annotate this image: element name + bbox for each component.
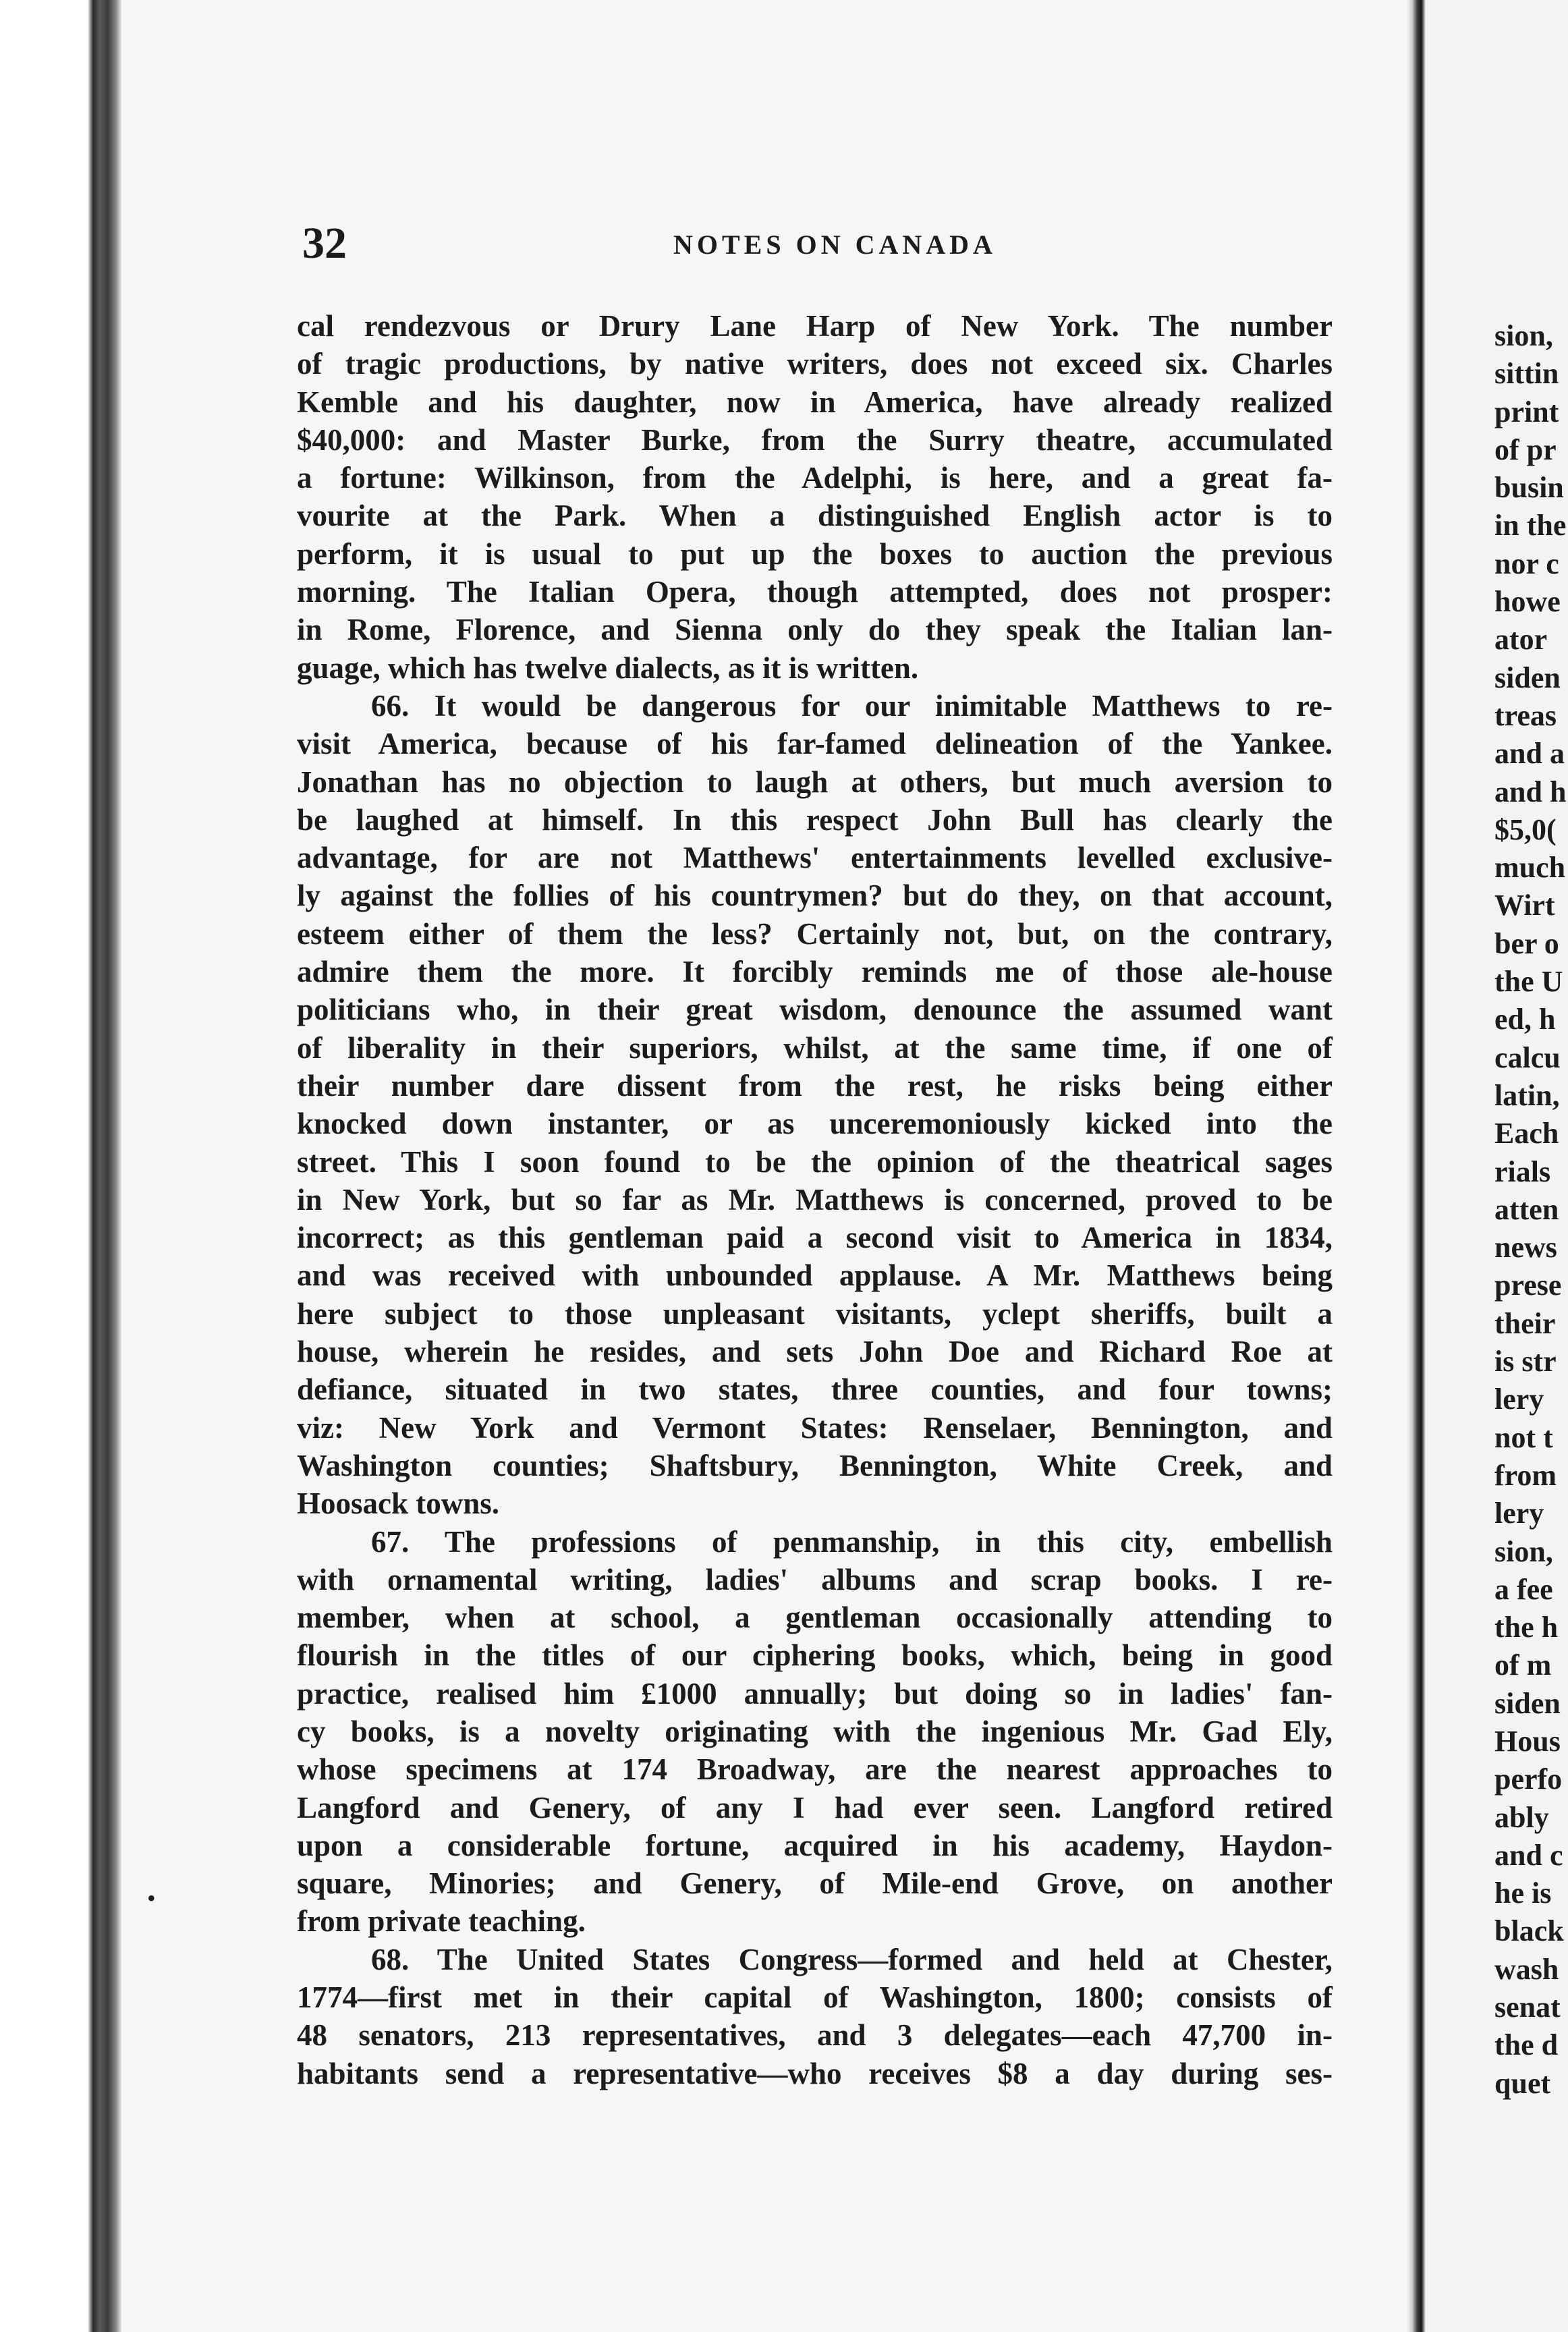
right-page-fragment: siden [1494, 661, 1561, 694]
right-page-fragment: $5,0( [1494, 812, 1557, 846]
right-page-fragment: wash [1494, 1952, 1559, 1986]
text-line: esteem either of them the less? Certainly not, but, on the contrary, [297, 916, 1333, 951]
right-page-fragment: their [1494, 1306, 1556, 1340]
text-line: 67. The professions of penmanship, in this city, embellish [371, 1524, 1333, 1559]
text-line: whose specimens at 174 Broadway, are the nearest approaches to [297, 1752, 1333, 1787]
text-line: of liberality in their superiors, whilst, at the same time, if one of [297, 1030, 1333, 1065]
right-page-fragment: howe [1494, 585, 1561, 619]
right-page-fragment: busin [1494, 471, 1564, 505]
right-page-fragment: sittin [1494, 357, 1559, 391]
right-page-fragment: rials [1494, 1155, 1551, 1188]
right-page-fragment: and c [1494, 1838, 1563, 1872]
text-line: their number dare dissent from the rest, he risks being either [297, 1068, 1333, 1103]
text-line: perform, it is usual to put up the boxes to auction the previous [297, 536, 1333, 571]
text-line: from private teaching. [297, 1904, 586, 1939]
right-page-fragment: in the [1494, 509, 1567, 543]
right-page-fragment: of m [1494, 1648, 1552, 1682]
text-line: $40,000: and Master Burke, from the Surry theatre, accumulated [297, 422, 1333, 457]
right-page-fragment: black [1494, 1914, 1564, 1948]
text-line: guage, which has twelve dialects, as it is written. [297, 650, 919, 685]
right-page-fragment: not t [1494, 1420, 1553, 1454]
right-page-fragment: prese [1494, 1269, 1562, 1302]
right-page-fragment: senat [1494, 1991, 1561, 2024]
right-page-fragment: and h [1494, 775, 1567, 808]
right-page-fragment: of pr [1494, 433, 1557, 466]
text-line: incorrect; as this gentleman paid a second visit to America in 1834, [297, 1221, 1333, 1255]
page-number: 32 [302, 219, 347, 268]
right-page-fragment: the U [1494, 965, 1563, 999]
text-line: habitants send a representative—who receives $8 a day during ses- [297, 2056, 1333, 2090]
text-line: ly against the follies of his countrymen? but do they, on that account, [297, 879, 1333, 913]
right-page-fragment: sion, [1494, 319, 1553, 352]
text-line: house, wherein he resides, and sets John Doe and Richard Roe at [297, 1335, 1333, 1369]
right-page-fragment: perfo [1494, 1762, 1563, 1796]
text-line: Jonathan has no objection to laugh at others, but much aversion to [297, 765, 1333, 799]
text-line: morning. The Italian Opera, though attempted, does not prosper: [297, 575, 1333, 609]
text-line: flourish in the titles of our ciphering books, which, being in good [297, 1638, 1333, 1673]
right-page-fragment: is str [1494, 1345, 1557, 1379]
text-line: viz: New York and Vermont States: Renselaer, Bennington, and [297, 1410, 1333, 1445]
text-line: 68. The United States Congress—formed and held at Chester, [371, 1942, 1333, 1976]
right-page-fragment: and a [1494, 737, 1565, 771]
right-page-fragment: calcu [1494, 1040, 1561, 1074]
right-page-fragment: atten [1494, 1192, 1559, 1226]
right-page-fragment: news [1494, 1231, 1557, 1265]
text-line: practice, realised him £1000 annually; but doing so in ladies' fan- [297, 1676, 1333, 1711]
page-gutter [1407, 0, 1426, 2332]
right-page-fragment: Hous [1494, 1724, 1561, 1758]
text-line: here subject to those unpleasant visitants, yclept sheriffs, built a [297, 1296, 1333, 1331]
text-line: Langford and Genery, of any I had ever seen. Langford retired [297, 1790, 1333, 1825]
text-line: in New York, but so far as Mr. Matthews is concerned, proved to be [297, 1182, 1333, 1217]
right-page-fragment: sion, [1494, 1534, 1553, 1568]
text-line: 66. It would be dangerous for our inimitable Matthews to re- [371, 688, 1333, 723]
text-line: of tragic productions, by native writers, does not exceed six. Charles [297, 347, 1333, 381]
text-line: in Rome, Florence, and Sienna only do they speak the Italian lan- [297, 613, 1333, 647]
text-line: street. This I soon found to be the opinion of the theatrical sages [297, 1144, 1333, 1179]
text-line: admire them the more. It forcibly reminds me of those ale-house [297, 955, 1333, 989]
right-page-fragment: Each [1494, 1117, 1559, 1150]
text-line: Washington counties; Shaftsbury, Bennington, White Creek, and [297, 1448, 1333, 1482]
right-page-fragment: ator [1494, 623, 1548, 657]
text-line: defiance, situated in two states, three counties, and four towns; [297, 1372, 1333, 1407]
right-page-fragment: siden [1494, 1686, 1561, 1720]
text-line: advantage, for are not Matthews' entertainments levelled exclusive- [297, 841, 1333, 875]
text-line: square, Minories; and Genery, of Mile-end Grove, on another [297, 1866, 1333, 1901]
right-page-fragment: treas [1494, 698, 1557, 732]
book-binding [0, 0, 121, 2332]
text-line: 1774—first met in their capital of Washington, 1800; consists of [297, 1980, 1333, 2015]
right-page-fragment: much [1494, 851, 1566, 885]
right-page-text-fragments [1494, 317, 1568, 2103]
right-page-fragment: Wirt [1494, 889, 1555, 922]
text-line: a fortune: Wilkinson, from the Adelphi, is here, and a great fa- [297, 461, 1333, 495]
right-page-fragment: print [1494, 395, 1559, 428]
text-line: with ornamental writing, ladies' albums and scrap books. I re- [297, 1562, 1333, 1597]
text-line: 48 senators, 213 representatives, and 3 delegates—each 47,700 in- [297, 2018, 1333, 2053]
right-page-fragment: the d [1494, 2028, 1559, 2062]
right-page-fragment: nor c [1494, 547, 1559, 580]
text-line: knocked down instanter, or as unceremoniously kicked into the [297, 1107, 1333, 1141]
right-page-fragment: lery [1494, 1383, 1544, 1416]
right-page-fragment: quet [1494, 2066, 1551, 2100]
text-line: and was received with unbounded applause. A Mr. Matthews being [297, 1258, 1333, 1293]
right-page-fragment: a fee [1494, 1572, 1553, 1606]
text-line: upon a considerable fortune, acquired in his academy, Haydon- [297, 1828, 1333, 1862]
text-line: politicians who, in their great wisdom, denounce the assumed want [297, 993, 1333, 1027]
right-page-fragment: lery [1494, 1497, 1544, 1530]
text-line: Kemble and his daughter, now in America, have already realized [297, 385, 1333, 419]
right-page-fragment: he is [1494, 1877, 1552, 1910]
body-text [297, 307, 1333, 2092]
right-page-fragment: the h [1494, 1611, 1559, 1644]
text-line: cal rendezvous or Drury Lane Harp of New York. The number [297, 309, 1333, 343]
text-line: cy books, is a novelty originating with the ingenious Mr. Gad Ely, [297, 1714, 1333, 1748]
text-line: member, when at school, a gentleman occasionally attending to [297, 1601, 1333, 1635]
running-head: NOTES ON CANADA [673, 229, 997, 260]
right-page-fragment: latin, [1494, 1078, 1560, 1112]
right-page-fragment: ably [1494, 1800, 1549, 1834]
right-page-fragment: from [1494, 1458, 1557, 1492]
text-line: Hoosack towns. [297, 1487, 500, 1521]
text-line: vourite at the Park. When a distinguished English actor is to [297, 499, 1333, 533]
right-page-fragment: ed, h [1494, 1003, 1556, 1036]
text-line: visit America, because of his far-famed delineation of the Yankee. [297, 727, 1333, 761]
margin-mark: • [147, 1885, 156, 1912]
right-page-fragment: ber o [1494, 926, 1559, 960]
text-line: be laughed at himself. In this respect John Bull has clearly the [297, 802, 1333, 837]
page-header [302, 219, 1328, 268]
